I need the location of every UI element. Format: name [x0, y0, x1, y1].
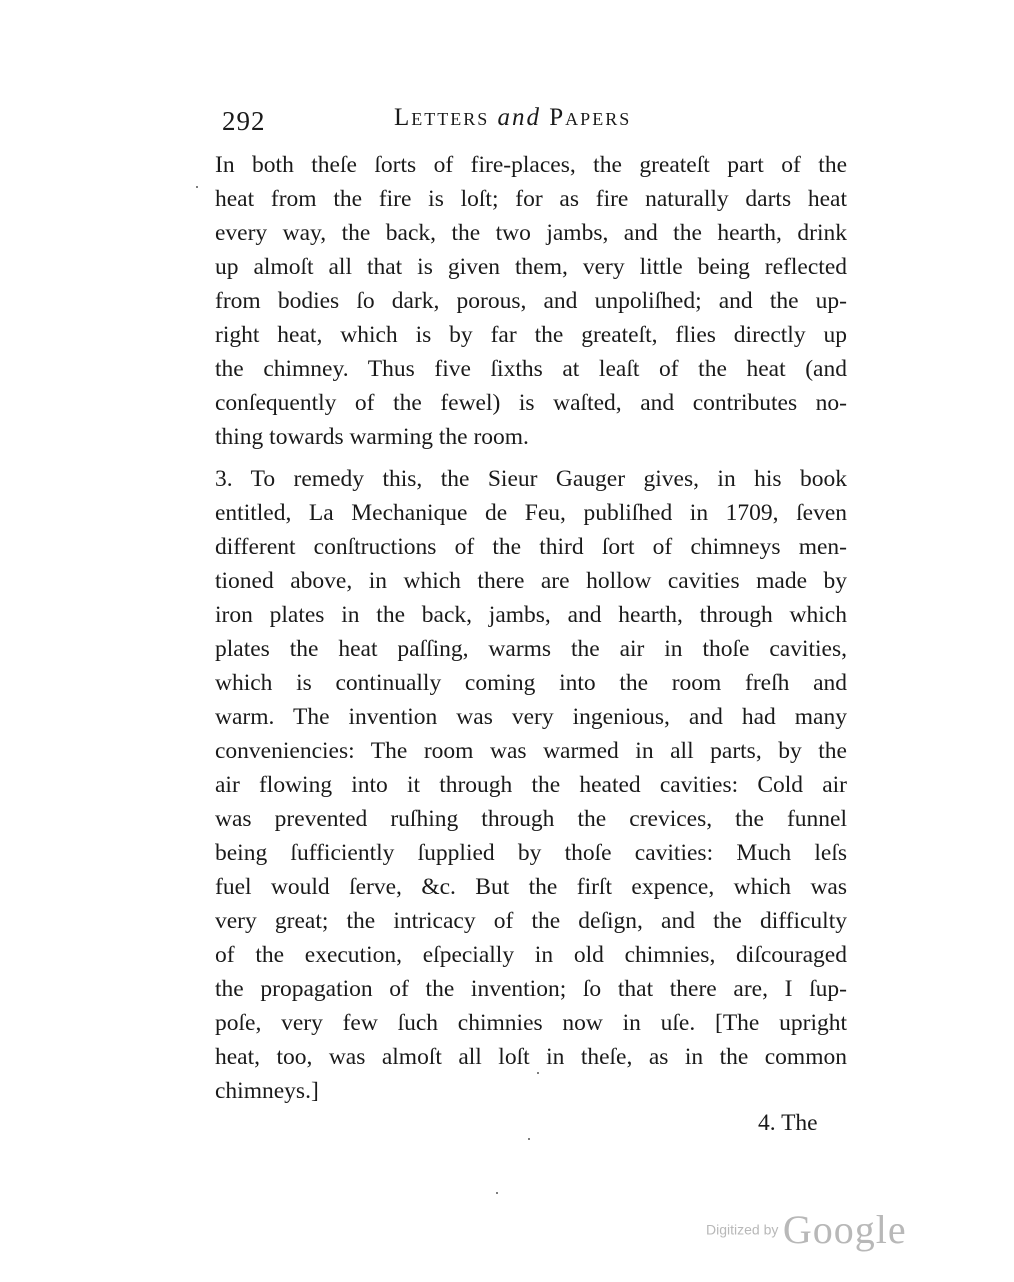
- text-line: tioned above, in which there are hollow cavities made by: [215, 568, 847, 594]
- text-line: from bodies ſo dark, porous, and unpoliſhed; and the up-: [215, 288, 847, 314]
- text-line: of the execution, eſpecially in old chimnies, diſcouraged: [215, 942, 847, 968]
- text-line: In both theſe ſorts of fire-places, the greateſt part of the: [215, 152, 847, 178]
- text-line: poſe, very few ſuch chimnies now in uſe. [The upright: [215, 1010, 847, 1036]
- running-title-letters: Letters: [394, 104, 490, 131]
- paragraph-2: [215, 462, 847, 1108]
- text-line: right heat, which is by far the greateſt, flies directly up: [215, 322, 847, 348]
- running-title: [394, 104, 631, 132]
- digitized-by-google-watermark: [706, 1206, 907, 1253]
- text-line: being ſufficiently ſupplied by thoſe cavities: Much leſs: [215, 840, 847, 866]
- text-line: chimneys.]: [215, 1078, 319, 1104]
- text-line: heat from the fire is loſt; for as fire naturally darts heat: [215, 186, 847, 212]
- text-line: was prevented ruſhing through the crevices, the funnel: [215, 806, 847, 832]
- running-header: [222, 100, 842, 140]
- scan-speck: [528, 1138, 530, 1140]
- running-title-and: and: [497, 104, 542, 131]
- scan-speck: [537, 1072, 539, 1074]
- text-line: the chimney. Thus five ſixths at leaſt of the heat (and: [215, 356, 847, 382]
- text-line: entitled, La Mechanique de Feu, publiſhed in 1709, ſeven: [215, 500, 847, 526]
- google-logo: Google: [782, 1207, 907, 1252]
- text-line: different conſtructions of the third ſort of chimneys men-: [215, 534, 847, 560]
- text-line: conſequently of the fewel) is waſted, and contributes no-: [215, 390, 847, 416]
- text-line: which is continually coming into the room freſh and: [215, 670, 847, 696]
- text-line: the propagation of the invention; ſo that there are, I ſup-: [215, 976, 847, 1002]
- paragraph-gap: [215, 454, 847, 462]
- text-line: conveniencies: The room was warmed in all parts, by the: [215, 738, 847, 764]
- catchword: 4. The: [758, 1110, 818, 1136]
- text-line: warm. The invention was very ingenious, and had many: [215, 704, 847, 730]
- text-line: 3. To remedy this, the Sieur Gauger gives, in his book: [215, 466, 847, 492]
- text-line: every way, the back, the two jambs, and the hearth, drink: [215, 220, 847, 246]
- paragraph-1: [215, 148, 847, 454]
- text-line: heat, too, was almoſt all loſt in theſe, as in the common: [215, 1044, 847, 1070]
- text-line: very great; the intricacy of the deſign, and the difficulty: [215, 908, 847, 934]
- scan-speck: [496, 1192, 498, 1194]
- page-number: 292: [222, 106, 266, 136]
- text-line: thing towards warming the room.: [215, 424, 529, 450]
- text-line: iron plates in the back, jambs, and hearth, through which: [215, 602, 847, 628]
- text-line: fuel would ſerve, &c. But the firſt expence, which was: [215, 874, 847, 900]
- running-title-papers: Papers: [549, 104, 632, 131]
- body-text: [215, 148, 847, 1108]
- digitized-by-label: Digitized by: [706, 1221, 779, 1238]
- text-line: air flowing into it through the heated cavities: Cold air: [215, 772, 847, 798]
- scan-speck: [196, 186, 198, 188]
- text-line: plates the heat paſſing, warms the air in thoſe cavities,: [215, 636, 847, 662]
- text-line: up almoſt all that is given them, very little being reflected: [215, 254, 847, 280]
